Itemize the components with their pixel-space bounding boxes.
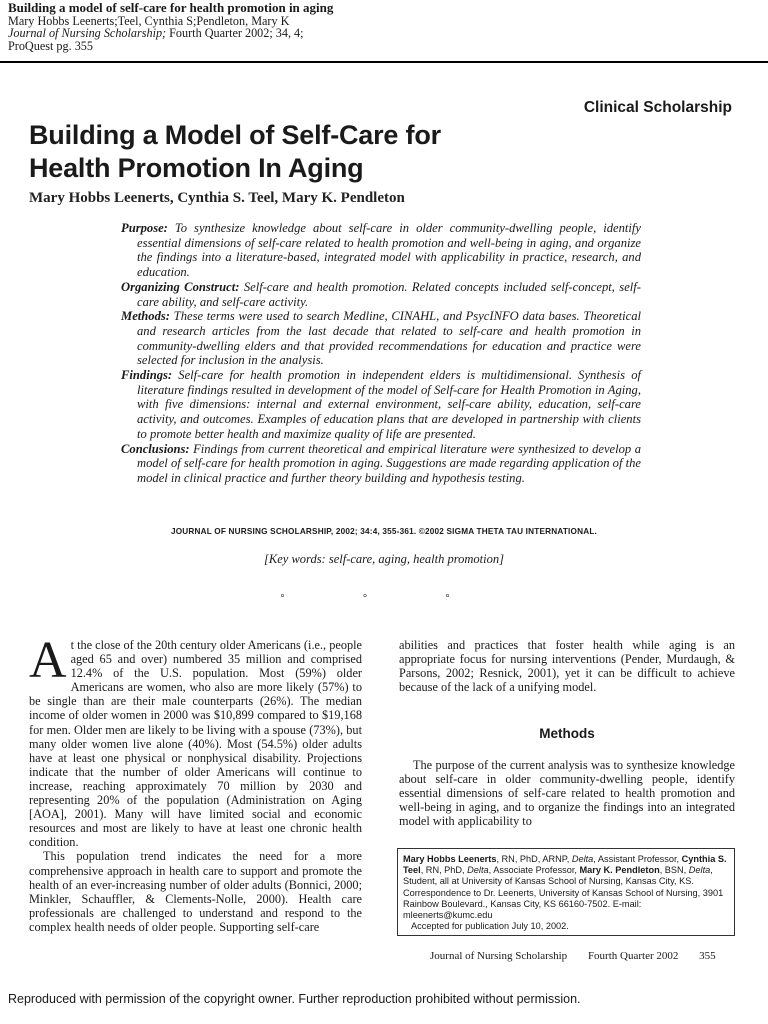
author-role: , Assistant Professor, <box>593 854 682 864</box>
intro-paragraph <box>29 632 362 850</box>
abstract-label: Purpose: <box>121 221 168 235</box>
abstract-methods <box>121 309 641 368</box>
author-chapter: Delta <box>467 865 489 876</box>
author-chapter: Delta <box>571 854 594 864</box>
journal-citation: JOURNAL OF NURSING SCHOLARSHIP, 2002; 34:4, 355-361. ©2002 SIGMA THETA TAU INTERNATIONAL. <box>170 527 597 536</box>
author-name: Mary K. Pendleton <box>579 865 660 876</box>
author-name: Mary Hobbs Leenerts <box>403 854 497 864</box>
footer-quarter: Fourth Quarter 2002 <box>587 950 679 962</box>
abstract-label: Conclusions: <box>121 441 190 456</box>
page-number: 355 <box>699 950 716 962</box>
cover-title: Building a model of self-care for health promotion in aging <box>8 0 334 15</box>
author-info-box <box>397 848 735 936</box>
abstract-label: Methods: <box>121 309 170 324</box>
author-info-text <box>403 854 729 921</box>
abstract-text: Self-care for health promotion in independent elders is multidimensional. Synthesis of literature findings resulted in development of the model of Self-care for Health Promotion in Aging, with five dimensions: internal and external environment, self-care ability, education, self-care activity, and outcomes. Examples of education plans that are developed in partnership with clients to promote better health and maximize quality of life are presented. <box>137 368 641 441</box>
author-credentials: , BSN, <box>659 865 689 876</box>
cover-source: ProQuest pg. 355 <box>8 38 93 53</box>
author-credentials: , RN, PhD, ARNP, <box>496 854 572 864</box>
abstract-label: Organizing Construct: <box>121 279 240 294</box>
section-separator: ° ° ° <box>280 593 488 604</box>
cover-journal: Journal of Nursing Scholarship; <box>8 26 167 41</box>
cover-header <box>8 2 748 52</box>
author-name: Cynthia S. Teel <box>403 854 727 876</box>
accepted-date: Accepted for publication July 10, 2002. <box>411 921 569 932</box>
population-trend-paragraph: This population trend indicates the need for a more comprehensive approach in health care to support and promote the health of an ever-increasing number of older adults (Bonnici, 2000; Minkler, Schauffler, & Clements-Nolle, 2000). Health care professionals are challenged to understand and respond to the complex health needs of older people. Supporting self-care <box>29 849 362 934</box>
author-role: , Student, all at University of Kansas School of Nursing, Kansas City, KS. Correspondence to Dr. Leenerts, University of Kansas School of Nursing, 3901 Rainbow Boulevard., Kansas City, KS 66160-7502. E-mail: mleenerts@kumc.edu <box>403 865 724 921</box>
abstract-text: Findings from current theoretical and empirical literature were synthesized to develop a model of self-care for health promotion in aging. Suggestions are made regarding application of the model in clinical practice and further theory building and hypothesis testing. <box>137 441 641 485</box>
cover-journal-line <box>8 27 748 40</box>
abstract-text: These terms were used to search Medline, CINAHL, and PsycINFO data bases. Theoretical and research articles from the last decade that related to self-care and health promotion in community-dwelling elders and that provided recommendations for education and practice were selected for inclusion in the analysis. <box>137 309 641 368</box>
keywords: [Key words: self-care, aging, health promotion] <box>264 552 504 566</box>
body-left-column <box>29 632 362 934</box>
methods-paragraph: The purpose of the current analysis was to synthesize knowledge about self-care in older community-dwelling people, identify essential dimensions of self-care related to health promotion and well-being in aging, and to organize the findings into an integrated model with applicability to <box>399 758 735 829</box>
abstract-label: Findings: <box>121 368 173 383</box>
abstract-findings <box>121 368 641 442</box>
author-chapter: Delta <box>688 865 711 876</box>
intro-text: t the close of the 20th century older Americans (i.e., people aged 65 and over) numbered 35 million and comprised 12.4% of the U.S. population. Most (59%) older Americans are women, who also are more likely (57%) to be single than are their male counterparts (26%). The median income of older women in 2000 was $10,899 compared to $19,168 for men. Older men are likely to be living with a spouse (73%), but many older women live alone (40%). Most (54.5%) older adults have at least one physical or nonphysical disability. Projections indicate that the number of older Americans will continue to increase, reaching approximately 70 million by 2030 and representing 20% of the population (Administration on Aging [AOA], 2001). Many will have limited social and economic resources and most are likely to have at least one chronic health condition. <box>29 638 362 850</box>
permission-notice: Reproduced with permission of the copyright owner. Further reproduction prohibited without permission. <box>8 992 581 1006</box>
abstract <box>121 221 641 486</box>
methods-heading: Methods <box>539 726 595 741</box>
cover-issue: Fourth Quarter 2002; 34, 4; <box>166 26 304 41</box>
author-credentials: , RN, PhD, <box>420 865 468 876</box>
page-footer <box>430 950 716 962</box>
methods-body <box>399 758 735 828</box>
article-title-line1: Building a Model of Self-Care for <box>29 120 441 150</box>
continuation-paragraph: abilities and practices that foster health while aging is an appropriate focus for nursing interventions (Pender, Murdaugh, & Parsons, 2002; Resnick, 2001), yet it can be difficult to achieve because of the lack of a unifying model. <box>399 638 735 695</box>
header-divider <box>0 61 768 63</box>
abstract-text: Self-care and health promotion. Related concepts included self-concept, self-care ability, and self-care activity. <box>137 279 641 309</box>
body-right-column <box>399 638 735 694</box>
abstract-organizing-construct <box>121 280 641 309</box>
article-title-line2: Health Promotion In Aging <box>29 153 364 183</box>
article-title <box>29 119 441 185</box>
footer-journal: Journal of Nursing Scholarship <box>430 950 568 962</box>
abstract-purpose <box>121 221 641 280</box>
section-label: Clinical Scholarship <box>583 99 732 116</box>
cover-authors: Mary Hobbs Leenerts;Teel, Cynthia S;Pendleton, Mary K <box>8 13 290 28</box>
abstract-conclusions <box>121 442 641 486</box>
drop-cap: A <box>29 632 67 689</box>
article-authors: Mary Hobbs Leenerts, Cynthia S. Teel, Mary K. Pendleton <box>29 190 405 206</box>
abstract-text: To synthesize knowledge about self-care in older community-dwelling people, identify essential dimensions of self-care related to health promotion and well-being in aging, and organize the findings into a literature-based, integrated model with applicability in practice, research, and education. <box>137 221 641 280</box>
author-role: , Associate Professor, <box>488 865 580 876</box>
